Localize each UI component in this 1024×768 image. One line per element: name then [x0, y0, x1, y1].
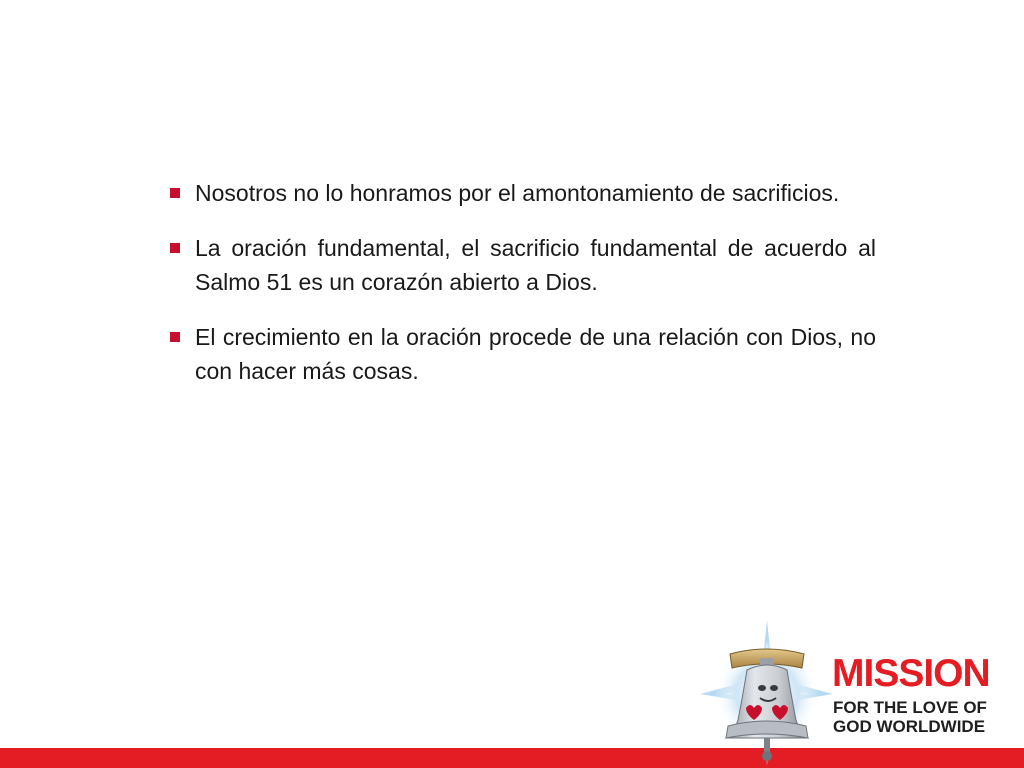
logo-tagline-line1: FOR THE LOVE OF: [833, 698, 987, 717]
logo-title: MISSION: [832, 652, 990, 695]
mission-logo: [692, 620, 1002, 768]
bullet-text: Nosotros no lo honramos por el amontonamiento de sacrificios.: [195, 180, 840, 206]
bullet-item: [170, 231, 876, 299]
logo-tagline: [833, 698, 987, 736]
bullet-text: El crecimiento en la oración procede de una relación con Dios, no con hacer más cosas.: [195, 324, 876, 384]
logo-tagline-line2: GOD WORLDWIDE: [833, 717, 986, 736]
bullet-text: La oración fundamental, el sacrificio fundamental de acuerdo al Salmo 51 es un corazón abierto a Dios.: [195, 235, 876, 295]
bullet-item: [170, 176, 876, 210]
bullet-square-icon: [170, 188, 180, 198]
bullet-item: [170, 320, 876, 388]
bullet-square-icon: [170, 243, 180, 253]
bullet-square-icon: [170, 332, 180, 342]
bullet-list: [170, 176, 876, 409]
liberty-bell-icon: [692, 620, 842, 768]
